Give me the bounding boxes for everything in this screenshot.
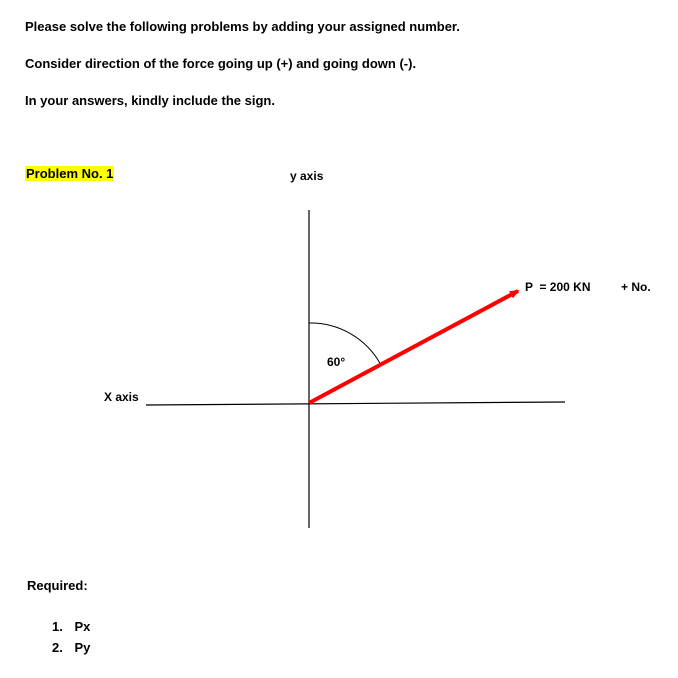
required-item-label: Px [74, 619, 91, 634]
instruction-line-1: Please solve the following problems by adding your assigned number. [25, 19, 460, 34]
y-axis-label: y axis [290, 169, 324, 183]
problem-title-text: Problem No. 1 [26, 166, 114, 181]
force-vector-arrow [309, 291, 518, 403]
required-item-number: 1. [52, 619, 63, 634]
angle-label: 60° [327, 355, 346, 369]
instruction-line-3: In your answers, kindly include the sign. [25, 93, 275, 108]
instruction-line-2: Consider direction of the force going up (+) and going down (-). [25, 56, 417, 71]
x-axis-label: X axis [104, 390, 139, 404]
required-item-label: Py [74, 640, 91, 655]
required-item-1 [52, 619, 90, 635]
force-suffix: + No. [621, 280, 651, 294]
required-heading: Required: [27, 578, 88, 593]
required-item-2 [52, 640, 90, 656]
x-axis-line [146, 402, 565, 405]
force-label: P = 200 KN [525, 280, 591, 294]
required-item-number: 2. [52, 640, 63, 655]
